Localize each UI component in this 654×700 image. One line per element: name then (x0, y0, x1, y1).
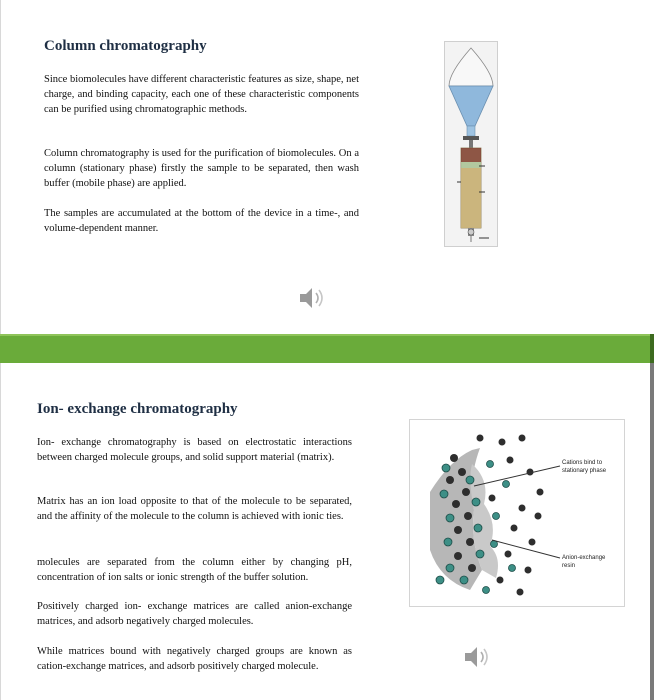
slide1-paragraph-3: The samples are accumulated at the bottom of the device in a time-, and volume-dependent manner. (44, 208, 359, 234)
label-anion-exchange-line2: resin (562, 563, 576, 569)
slide2-audio-button[interactable] (463, 645, 491, 674)
slide-ion-exchange-chromatography (0, 363, 654, 700)
slide2-paragraph-3: molecules are separated from the column either by changing pH, concentration of ion salts or ionic strength of the buffer solution. (37, 557, 352, 583)
slide1-paragraph-1: Since biomolecules have different characteristic features as size, shape, net charge, and binding capacity, each one of these characteristic components can be purified using chromatographic methods. (44, 74, 359, 115)
vertical-scrollbar[interactable] (650, 363, 654, 700)
label-cations-bind-line1: Cations bind to (562, 460, 603, 466)
label-cations-bind-line2: stationary phase (562, 468, 607, 474)
slide1-paragraph-2: Column chromatography is used for the purification of biomolecules. On a column (stationary phase) firstly the sample to be separated, then wash buffer (mobile phase) are applied. (44, 148, 359, 189)
speaker-icon (298, 286, 326, 310)
slide1-title: Column chromatography (44, 38, 207, 54)
speaker-icon (463, 645, 491, 669)
label-anion-exchange-line1: Anion-exchange (562, 555, 606, 561)
slide2-title: Ion- exchange chromatography (37, 401, 238, 417)
slide1-audio-button[interactable] (298, 286, 326, 315)
ion-exchange-diagram (409, 419, 625, 607)
column-chromatography-illustration (444, 41, 498, 247)
slide2-paragraph-2: Matrix has an ion load opposite to that of the molecule to be separated, and the affinity of the molecule to the column is achieved with ionic ties. (37, 496, 352, 522)
slide2-paragraph-1: Ion- exchange chromatography is based on electrostatic interactions between charged molecule groups, and solid support material (matrix). (37, 437, 352, 463)
separatory-funnel-column-icon (445, 42, 497, 246)
slide2-paragraph-5: While matrices bound with negatively charged groups are known as cation-exchange matrices, and adsorb positively charged molecule. (37, 646, 352, 672)
ion-exchange-resin-illustration (410, 420, 624, 606)
slide-divider-edge (650, 334, 654, 363)
slide2-paragraph-4: Positively charged ion- exchange matrices are called anion-exchange matrices, and adsorb negatively charged molecules. (37, 601, 352, 627)
slide-divider-bar (0, 334, 654, 365)
slide-column-chromatography (0, 0, 654, 334)
